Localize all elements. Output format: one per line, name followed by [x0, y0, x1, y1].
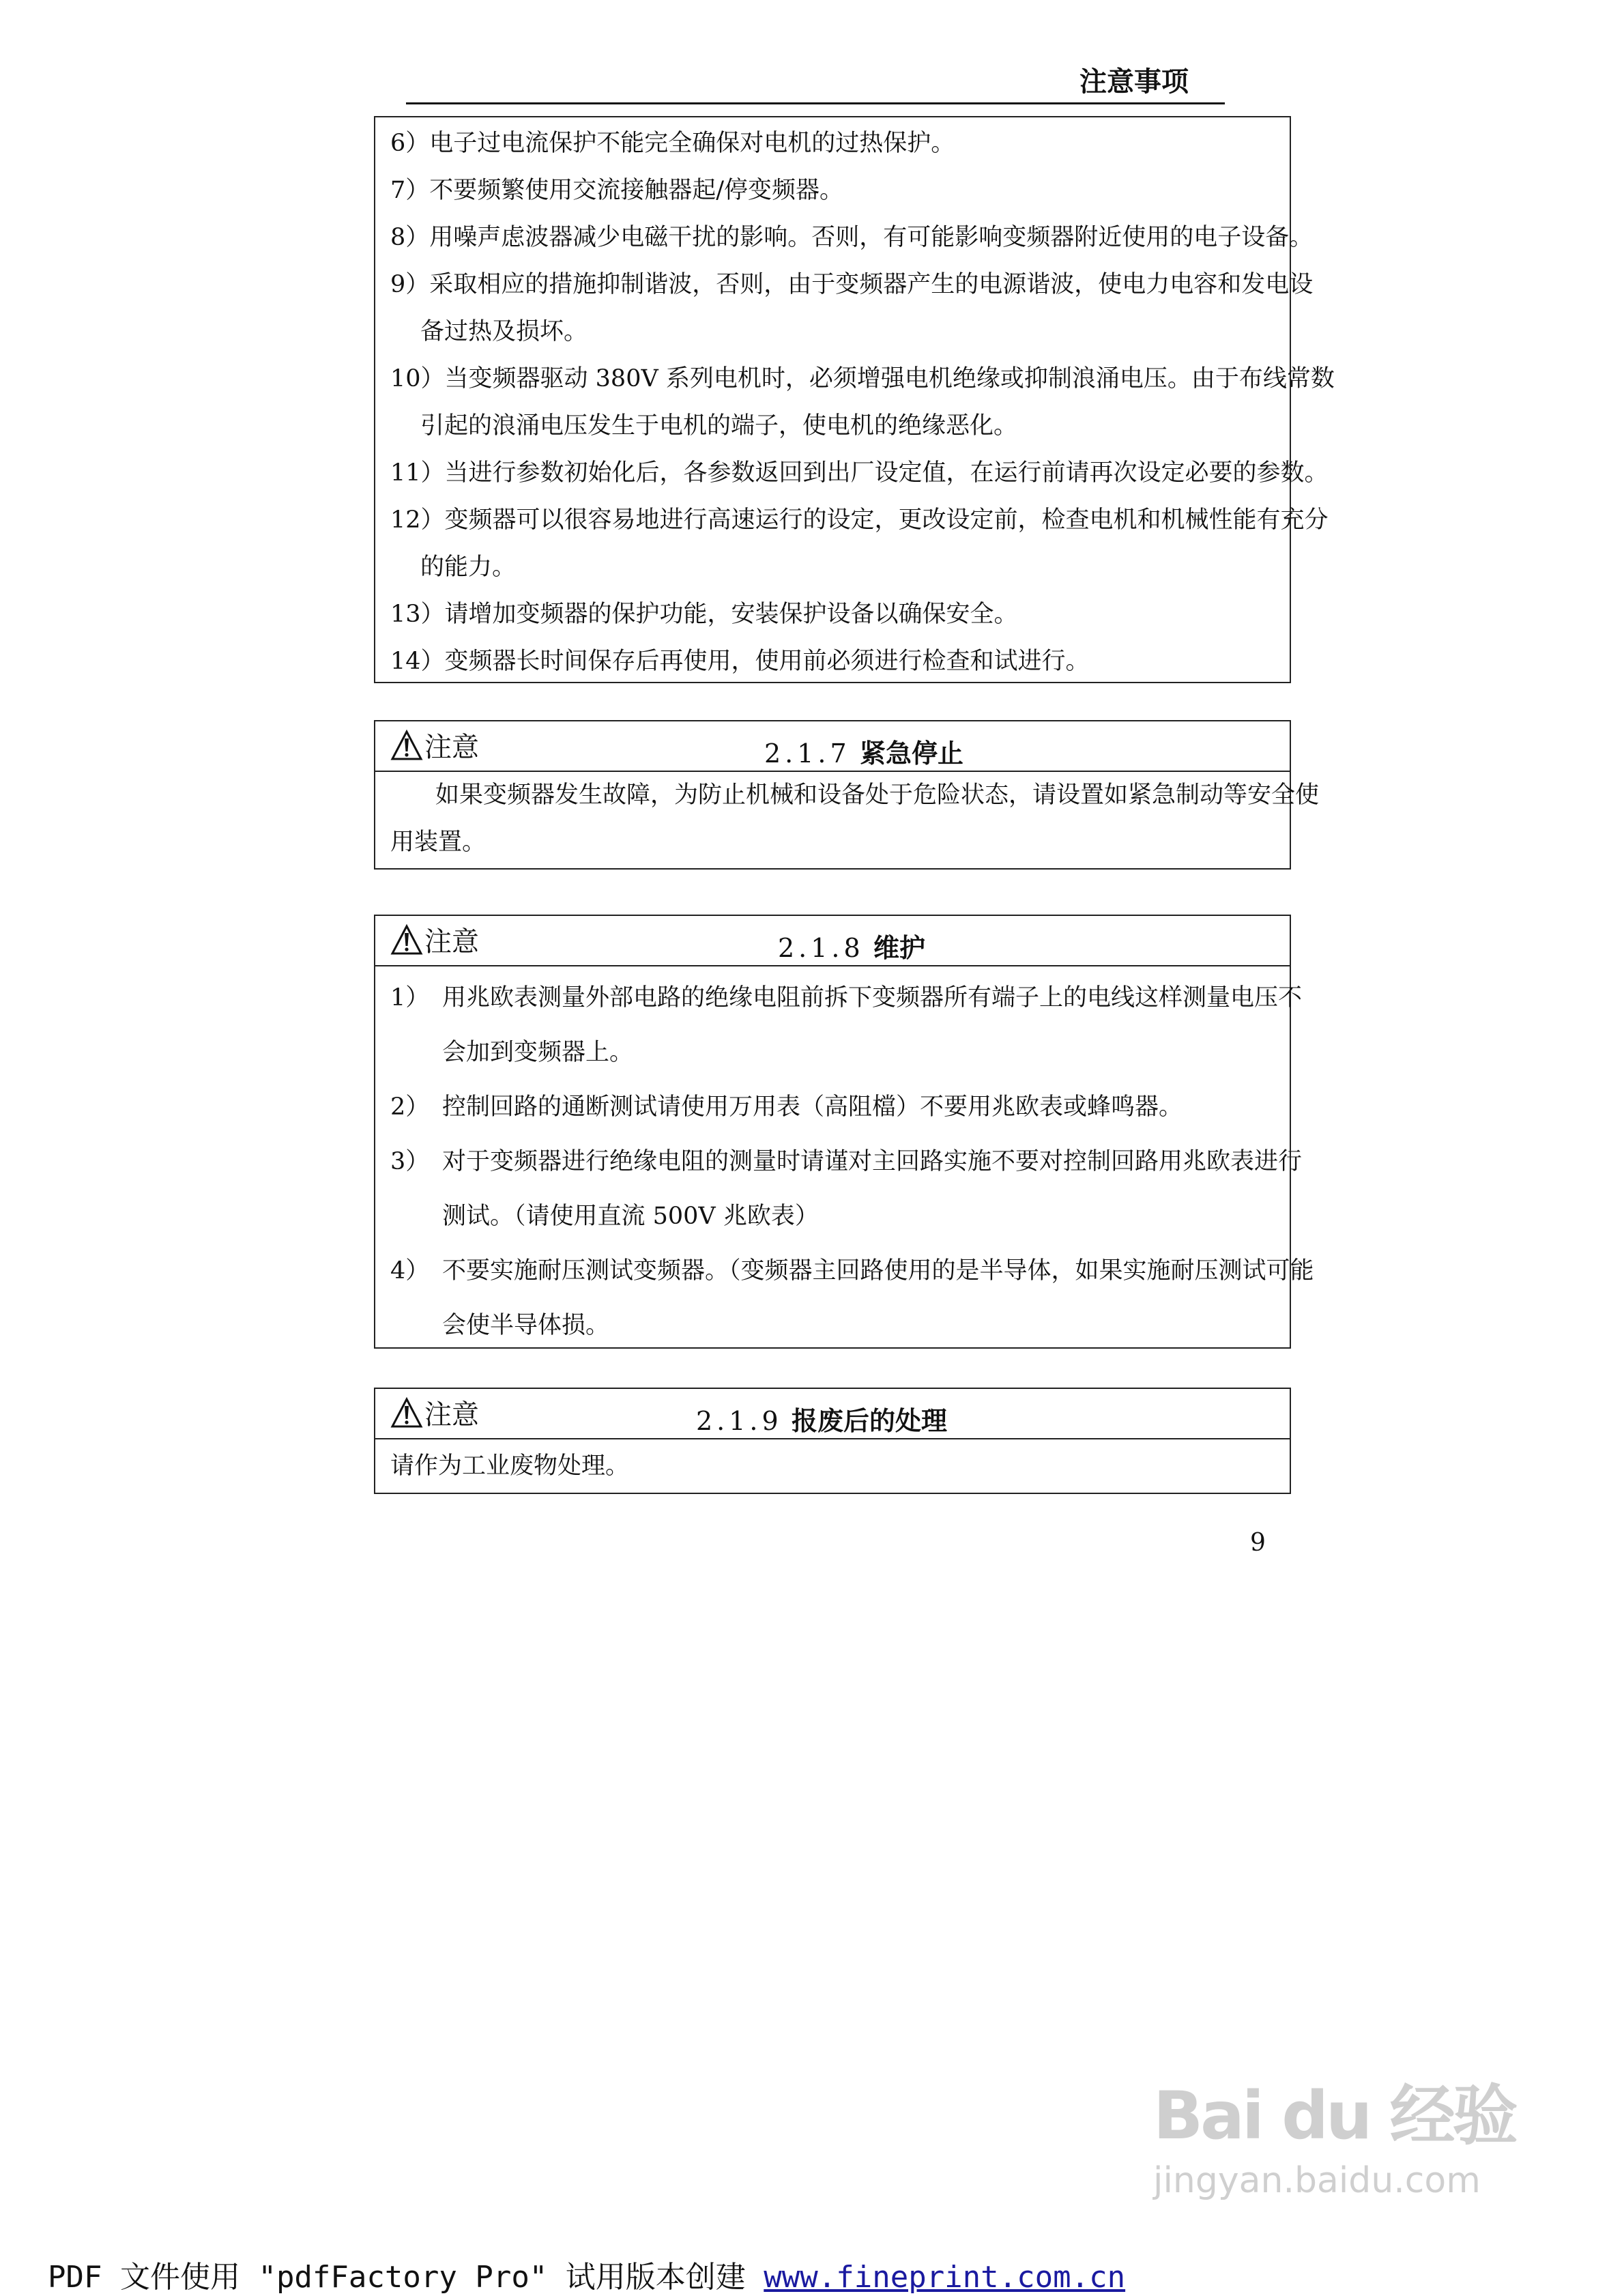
precautions-box	[374, 116, 1335, 683]
watermark-url: jingyan.baidu.com	[1153, 2160, 1481, 2201]
watermark-brand: Bai du 经验	[1153, 2078, 1516, 2154]
caution-label	[390, 920, 479, 959]
list-item-continuation: 会使半导体损。	[442, 1312, 610, 1339]
caution-label	[390, 1393, 479, 1432]
list-item-continuation: 的能力。	[420, 554, 517, 581]
pdf-footer	[48, 2252, 1125, 2296]
list-item-continuation: 备过热及损坏。	[420, 318, 588, 345]
baidu-jingyan-watermark	[1153, 2075, 1604, 2205]
list-item: 4） 不要实施耐压测试变频器。（变频器主回路使用的是半导体，如果实施耐压测试可能	[390, 1257, 1314, 1285]
caution-text: 注意	[424, 926, 479, 958]
disposal-box	[374, 1388, 1291, 1494]
caution-text: 注意	[424, 732, 479, 763]
fineprint-link[interactable]: www.fineprint.com.cn	[764, 2260, 1126, 2295]
list-item: 2） 控制回路的通断测试请使用万用表（高阻檔）不要用兆欧表或蜂鸣器。	[390, 1093, 1183, 1121]
section-title: 2.1.7 紧急停止	[764, 738, 963, 769]
list-item: 14）变频器长时间保存后再使用，使用前必须进行检查和试进行。	[390, 648, 1090, 675]
header-rule	[406, 102, 1225, 104]
list-item: 6）电子过电流保护不能完全确保对电机的过热保护。	[390, 130, 955, 157]
maintenance-box	[374, 915, 1314, 1349]
section-title: 2.1.9 报废后的处理	[696, 1405, 947, 1436]
body-text: 如果变频器发生故障，为防止机械和设备处于危险状态，请设置如紧急制动等安全使	[435, 781, 1320, 809]
body-text: 用装置。	[390, 829, 487, 856]
list-item: 12）变频器可以很容易地进行高速运行的设定，更改设定前，检查电机和机械性能有充分	[390, 506, 1329, 534]
page-number: 9	[1250, 1529, 1266, 1557]
caution-label	[390, 726, 479, 764]
list-item: 10）当变频器驱动 380V 系列电机时，必须增强电机绝缘或抑制浪涌电压。由于布线常数	[390, 365, 1335, 392]
warning-triangle-icon	[390, 1396, 423, 1429]
list-item: 13）请增加变频器的保护功能，安装保护设备以确保安全。	[390, 601, 1018, 628]
emergency-stop-box	[374, 720, 1320, 870]
warning-triangle-icon	[390, 729, 423, 762]
warning-triangle-icon	[390, 923, 423, 956]
box-header	[375, 1389, 1290, 1439]
list-item: 8）用噪声虑波器减少电磁干扰的影响。否则，有可能影响变频器附近使用的电子设备。	[390, 224, 1314, 251]
box-header	[375, 916, 1290, 966]
page-header-title: 注意事项	[1079, 66, 1189, 98]
list-item: 1） 用兆欧表测量外部电路的绝缘电阻前拆下变频器所有端子上的电线这样测量电压不	[390, 984, 1303, 1011]
list-item-continuation: 引起的浪涌电压发生于电机的端子，使电机的绝缘恶化。	[420, 412, 1018, 440]
list-item-continuation: 会加到变频器上。	[442, 1039, 634, 1066]
list-item: 9）采取相应的措施抑制谐波，否则，由于变频器产生的电源谐波，使电力电容和发电设	[390, 271, 1314, 298]
list-item: 3） 对于变频器进行绝缘电阻的测量时请谨对主回路实施不要对控制回路用兆欧表进行	[390, 1148, 1303, 1175]
list-item-continuation: 测试。（请使用直流 500V 兆欧表）	[442, 1203, 819, 1230]
list-item: 7）不要频繁使用交流接触器起/停变频器。	[390, 177, 844, 204]
maintenance-list	[375, 966, 1314, 1353]
footer-text: PDF 文件使用 "pdfFactory Pro" 试用版本创建	[48, 2260, 764, 2295]
box-header	[375, 721, 1290, 772]
caution-text: 注意	[424, 1399, 479, 1431]
section-title: 2.1.8 维护	[778, 932, 925, 963]
body-text: 请作为工业废物处理。	[390, 1452, 630, 1480]
list-item: 11）当进行参数初始化后，各参数返回到出厂设定值，在运行前请再次设定必要的参数。	[390, 459, 1329, 487]
